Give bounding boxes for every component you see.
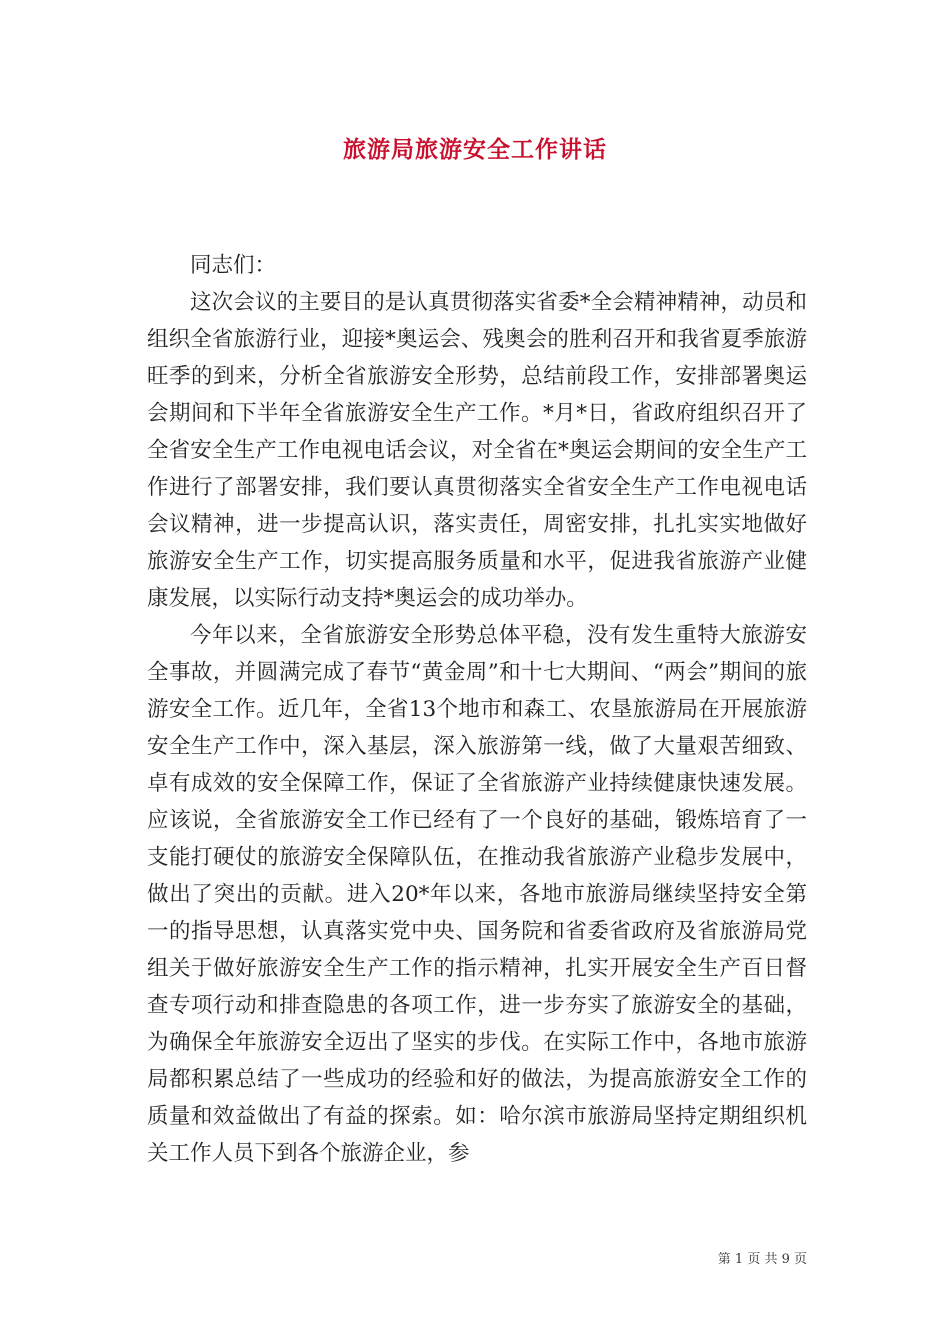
salutation: 同志们：: [190, 253, 277, 278]
paragraph-1: 这次会议的主要目的是认真贯彻落实省委*全会精神精神，动员和组织全省旅游行业，迎接*奥运会、残奥会的胜利召开和我省夏季旅游旺季的到来，分析全省旅游安全形势，总结前段工作，安排部署奥运会期间和下半年全省旅游安全生产工作。*月*日，省政府组织召开了全省安全生产工作电视电话会议，对全省在*奥运会期间的安全生产工作进行了部署安排，我们要认真贯彻落实全省安全生产工作电视电话会议精神，进一步提高认识，落实责任，周密安排，扎扎实实地做好旅游安全生产工作，切实提高服务质量和水平，促进我省旅游产业健康发展，以实际行动支持*奥运会的成功举办。: [147, 290, 807, 611]
document-body: [147, 247, 807, 1172]
page-number-footer: 第 1 页 共 9 页: [717, 1252, 807, 1267]
document-title: 旅游局旅游安全工作讲话: [343, 136, 607, 163]
paragraph-2: 今年以来，全省旅游安全形势总体平稳，没有发生重特大旅游安全事故，并圆满完成了春节“黄金周”和十七大期间、“两会”期间的旅游安全工作。近几年，全省13个地市和森工、农垦旅游局在开展旅游安全生产工作中，深入基层，深入旅游第一线，做了大量艰苦细致、卓有成效的安全保障工作，保证了全省旅游产业持续健康快速发展。应该说，全省旅游安全工作已经有了一个良好的基础，锻炼培育了一支能打硬仗的旅游安全保障队伍，在推动我省旅游产业稳步发展中，做出了突出的贡献。进入20*年以来，各地市旅游局继续坚持安全第一的指导思想，认真落实党中央、国务院和省委省政府及省旅游局党组关于做好旅游安全生产工作的指示精神，扎实开展安全生产百日督查专项行动和排查隐患的各项工作，进一步夯实了旅游安全的基础，为确保全年旅游安全迈出了坚实的步伐。在实际工作中，各地市旅游局都积累总结了一些成功的经验和好的做法，为提高旅游安全工作的质量和效益做出了有益的探索。如：哈尔滨市旅游局坚持定期组织机关工作人员下到各个旅游企业，参: [147, 623, 807, 1166]
